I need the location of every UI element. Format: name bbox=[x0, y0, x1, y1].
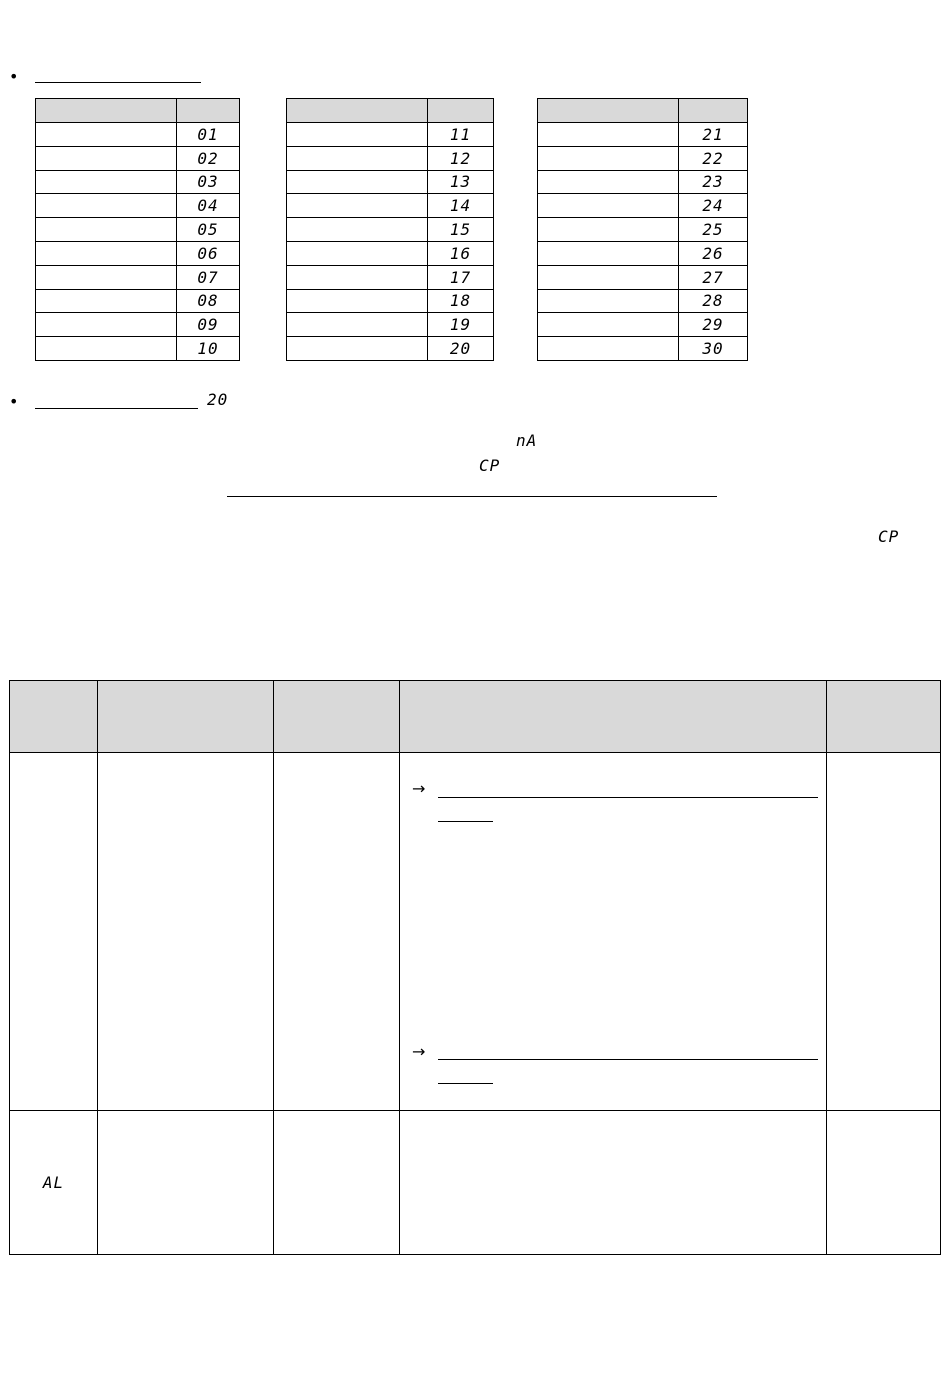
bullet-1: • bbox=[9, 67, 19, 86]
code-value: 02 bbox=[197, 148, 219, 168]
code-table-1 bbox=[35, 98, 240, 361]
code-value: 27 bbox=[702, 267, 724, 287]
table-row bbox=[36, 146, 240, 170]
code-value: 08 bbox=[197, 291, 219, 311]
table-row bbox=[538, 313, 748, 337]
table-row bbox=[287, 337, 494, 361]
header-cell bbox=[10, 681, 98, 753]
code-cp-inline: CP bbox=[479, 456, 501, 475]
table-row bbox=[10, 753, 941, 1111]
code-value: 01 bbox=[197, 124, 219, 144]
code-value: 20 bbox=[449, 339, 472, 359]
table-row bbox=[287, 218, 494, 242]
table-row bbox=[36, 123, 240, 147]
header-cell bbox=[36, 99, 177, 123]
code-value: 14 bbox=[449, 196, 472, 216]
code-value: 12 bbox=[449, 148, 472, 168]
table-row bbox=[287, 146, 494, 170]
table-row bbox=[538, 123, 748, 147]
center-underline bbox=[227, 496, 717, 497]
table-row bbox=[36, 170, 240, 194]
arrow-icon: → bbox=[412, 779, 426, 798]
code-value: 26 bbox=[702, 243, 724, 263]
code-na: nA bbox=[516, 431, 538, 450]
header-cell bbox=[287, 99, 428, 123]
text-underline bbox=[438, 797, 818, 798]
code-value: 10 bbox=[197, 339, 219, 359]
code-value: 21 bbox=[702, 124, 724, 144]
table-row bbox=[36, 218, 240, 242]
arrow-icon: → bbox=[412, 1042, 426, 1061]
table-row bbox=[538, 218, 748, 242]
table-row bbox=[287, 265, 494, 289]
code-value: 07 bbox=[197, 267, 219, 287]
heading-underline-1 bbox=[35, 82, 201, 83]
table-row bbox=[538, 337, 748, 361]
header-cell bbox=[177, 99, 240, 123]
table-row bbox=[36, 289, 240, 313]
code-value: 18 bbox=[449, 291, 472, 311]
bullet-2: • bbox=[9, 392, 19, 411]
text-underline bbox=[438, 821, 493, 822]
header-cell bbox=[98, 681, 274, 753]
table-row bbox=[538, 194, 748, 218]
table-row bbox=[36, 241, 240, 265]
table-row bbox=[538, 146, 748, 170]
code-table-2 bbox=[286, 98, 494, 361]
table-row bbox=[10, 1111, 941, 1255]
table-row bbox=[538, 289, 748, 313]
code-value: 25 bbox=[702, 220, 724, 240]
code-value: 23 bbox=[702, 172, 724, 192]
main-table bbox=[9, 680, 941, 1255]
table-row bbox=[287, 170, 494, 194]
code-value: 30 bbox=[702, 339, 724, 359]
table-row bbox=[36, 337, 240, 361]
code-value: 17 bbox=[449, 267, 472, 287]
code-cp-right: CP bbox=[878, 527, 900, 546]
table-row bbox=[287, 289, 494, 313]
table-row bbox=[538, 241, 748, 265]
table-row bbox=[287, 123, 494, 147]
text-underline bbox=[438, 1083, 493, 1084]
table-row bbox=[287, 241, 494, 265]
header-cell bbox=[538, 99, 679, 123]
code-value: 29 bbox=[702, 315, 724, 335]
code-value: 24 bbox=[702, 196, 724, 216]
code-value: 05 bbox=[197, 220, 219, 240]
code-value: 13 bbox=[449, 172, 472, 192]
code-value: 16 bbox=[449, 243, 472, 263]
code-value: 22 bbox=[702, 148, 724, 168]
code-value: 04 bbox=[197, 196, 219, 216]
text-underline bbox=[438, 1059, 818, 1060]
table-row bbox=[287, 194, 494, 218]
code-value: 11 bbox=[449, 124, 472, 144]
code-value: 19 bbox=[449, 315, 472, 335]
code-value: 03 bbox=[197, 172, 219, 192]
table-row bbox=[36, 194, 240, 218]
header-cell bbox=[827, 681, 941, 753]
header-cell bbox=[679, 99, 748, 123]
table-row bbox=[36, 265, 240, 289]
table-row bbox=[36, 313, 240, 337]
heading-underline-2 bbox=[35, 408, 198, 409]
header-cell bbox=[274, 681, 400, 753]
code-al: AL bbox=[42, 1173, 65, 1192]
header-cell bbox=[400, 681, 827, 753]
code-value: 09 bbox=[197, 315, 219, 335]
code-value: 15 bbox=[449, 220, 472, 240]
table-row bbox=[287, 313, 494, 337]
code-value: 28 bbox=[702, 291, 724, 311]
table-row bbox=[538, 265, 748, 289]
header-cell bbox=[428, 99, 494, 123]
code-20: 20 bbox=[207, 390, 229, 409]
code-value: 06 bbox=[197, 243, 219, 263]
code-table-3 bbox=[537, 98, 748, 361]
table-row bbox=[538, 170, 748, 194]
